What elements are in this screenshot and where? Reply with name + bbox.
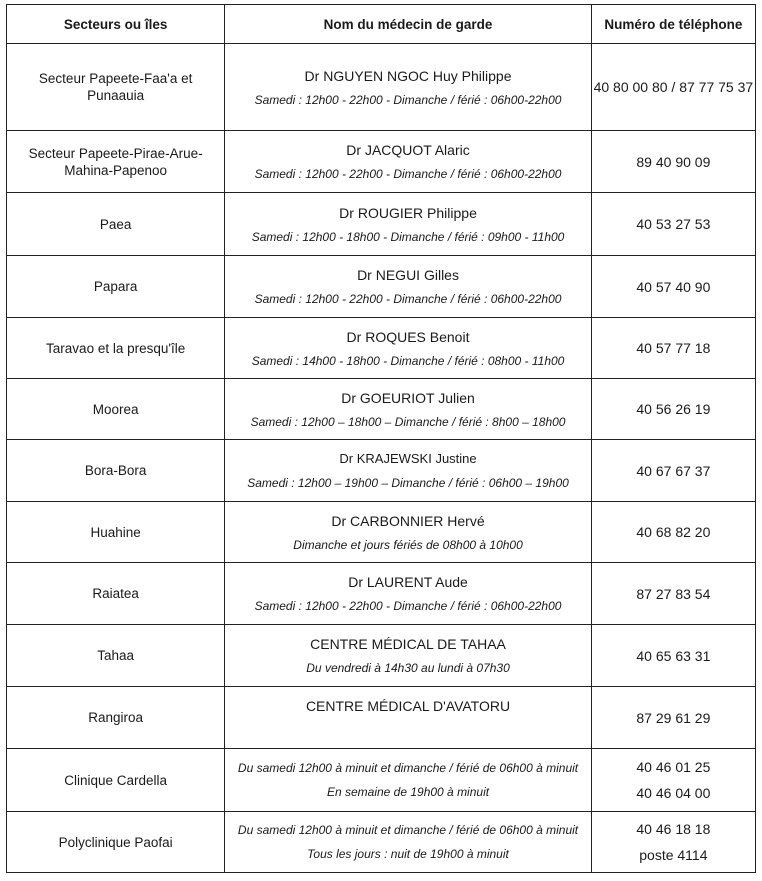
doctor-cell [225, 749, 591, 812]
sector-cell: Paea [7, 193, 225, 256]
doctor-hours: Samedi : 12h00 – 18h00 – Dimanche / férié : 8h00 – 18h00 [250, 414, 566, 429]
table-row [7, 687, 756, 749]
sector-cell: Taravao et la presqu'île [7, 318, 225, 379]
phone-line: 40 46 04 00 [636, 785, 711, 801]
doctor-hours: Samedi : 12h00 - 22h00 - Dimanche / férié : 06h00-22h00 [254, 599, 562, 613]
phone-cell [591, 749, 755, 812]
header-phone: Numéro de téléphone [591, 5, 755, 44]
sector-cell: Raiatea [7, 563, 225, 625]
sector-cell: Clinique Cardella [7, 749, 225, 812]
sector-cell: Secteur Papeete-Faa'a et Punaauia [7, 44, 225, 131]
phone-cell: 40 56 26 19 [591, 379, 755, 440]
table-row [7, 44, 756, 131]
table-row [7, 563, 756, 625]
phone-cell: 40 57 77 18 [591, 318, 755, 379]
hours-line: Tous les jours : nuit de 19h00 à minuit [307, 847, 509, 861]
doctor-hours: Samedi : 12h00 – 19h00 – Dimanche / férié : 06h00 – 19h00 [247, 476, 569, 490]
doctor-hours: Samedi : 12h00 - 22h00 - Dimanche / férié : 06h00-22h00 [254, 92, 562, 107]
header-row [7, 5, 756, 44]
sector-cell: Rangiroa [7, 687, 225, 749]
doctor-name: Dr NGUYEN NGOC Huy Philippe [304, 67, 512, 84]
doctor-cell [225, 44, 591, 131]
sector-cell: Papara [7, 256, 225, 318]
doctor-cell [225, 502, 591, 563]
doctor-name: Dr GOEURIOT Julien [341, 389, 475, 406]
phone-cell [591, 812, 755, 873]
doctor-name: Dr ROUGIER Philippe [339, 204, 477, 221]
doctor-cell [225, 318, 591, 379]
doctor-cell [225, 379, 591, 440]
hours-line: Du samedi 12h00 à minuit et dimanche / férié de 06h00 à minuit [237, 761, 579, 775]
doctor-hours: Samedi : 12h00 - 22h00 - Dimanche / férié : 06h00-22h00 [254, 292, 562, 306]
table-row [7, 131, 756, 193]
doctor-name: Dr NEGUI Gilles [357, 267, 459, 283]
phone-cell: 40 65 63 31 [591, 625, 755, 687]
table-row [7, 256, 756, 318]
doctor-name: Dr JACQUOT Alaric [346, 142, 470, 158]
table-row [7, 625, 756, 687]
doctor-hours: Samedi : 14h00 - 18h00 - Dimanche / férié : 08h00 - 11h00 [251, 353, 565, 368]
doctor-name: CENTRE MÉDICAL DE TAHAA [310, 636, 506, 652]
doctor-hours: Du vendredi à 14h30 au lundi à 07h30 [306, 661, 510, 675]
on-call-doctors-table [6, 4, 756, 873]
sector-cell: Secteur Papeete-Pirae-Arue-Mahina-Papenoo [7, 131, 225, 193]
doctor-cell [225, 131, 591, 193]
phone-cell: 40 57 40 90 [591, 256, 755, 318]
table-row [7, 318, 756, 379]
doctor-cell [225, 687, 591, 749]
phone-cell: 40 67 67 37 [591, 440, 755, 502]
doctor-cell [225, 440, 591, 502]
doctor-name: Dr ROQUES Benoit [346, 328, 470, 345]
phone-line: 40 46 18 18 [636, 821, 711, 837]
table-row [7, 193, 756, 256]
header-sector: Secteurs ou îles [7, 5, 225, 44]
hours-line: En semaine de 19h00 à minuit [326, 785, 490, 799]
sector-cell: Polyclinique Paofai [7, 812, 225, 873]
doctor-name: Dr CARBONNIER Hervé [331, 512, 485, 529]
sector-cell: Bora-Bora [7, 440, 225, 502]
header-doctor: Nom du médecin de garde [225, 5, 591, 44]
phone-cell: 89 40 90 09 [591, 131, 755, 193]
table-row [7, 749, 756, 812]
phone-cell: 40 68 82 20 [591, 502, 755, 563]
sector-cell: Moorea [7, 379, 225, 440]
sector-cell: Huahine [7, 502, 225, 563]
doctor-name: Dr LAURENT Aude [348, 574, 468, 590]
phone-cell: 87 29 61 29 [591, 687, 755, 749]
doctor-cell [225, 812, 591, 873]
doctor-name: CENTRE MÉDICAL D'AVATORU [305, 698, 511, 714]
table-row [7, 502, 756, 563]
doctor-name: Dr KRAJEWSKI Justine [339, 451, 477, 466]
table-row [7, 379, 756, 440]
doctor-cell [225, 563, 591, 625]
doctor-hours: Dimanche et jours fériés de 08h00 à 10h00 [293, 537, 523, 552]
doctor-hours: Samedi : 12h00 - 22h00 - Dimanche / férié : 06h00-22h00 [254, 167, 562, 181]
sector-cell: Tahaa [7, 625, 225, 687]
hours-line: Du samedi 12h00 à minuit et dimanche / férié de 06h00 à minuit [237, 823, 579, 837]
phone-line: poste 4114 [639, 847, 708, 863]
doctor-cell [225, 256, 591, 318]
phone-line: 40 46 01 25 [636, 759, 711, 775]
phone-cell: 40 80 00 80 / 87 77 75 37 [591, 44, 755, 131]
doctor-cell [225, 193, 591, 256]
table-row [7, 812, 756, 873]
table-row [7, 440, 756, 502]
doctor-hours: Samedi : 12h00 - 18h00 - Dimanche / férié : 09h00 - 11h00 [251, 229, 565, 244]
doctor-cell [225, 625, 591, 687]
phone-cell: 40 53 27 53 [591, 193, 755, 256]
phone-cell: 87 27 83 54 [591, 563, 755, 625]
